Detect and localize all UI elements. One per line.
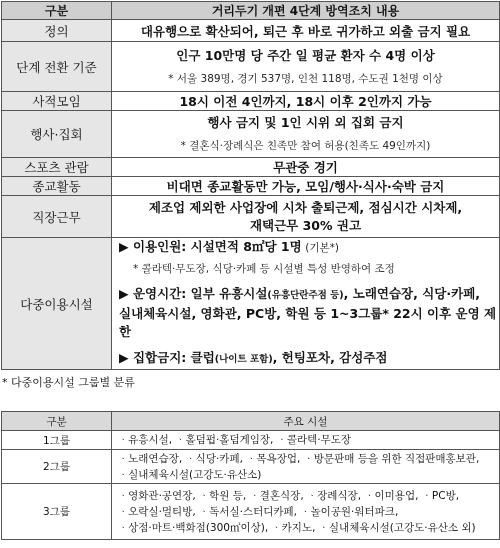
usage-suffix: (기본*) (305, 242, 339, 254)
group-facilities (112, 431, 500, 450)
label-events: 행사·집회 (2, 111, 112, 158)
workplace-line1: 제조업 제외한 사업장에 시차 출퇴근제, 점심시간 시차제, (148, 199, 463, 215)
facility-line: ᆞ유흥시설, ᆞ홀덤펍·홀덤게임장, ᆞ콜라텍·무도장 (118, 434, 352, 446)
facility-line: ᆞ오락실·멀티방, ᆞ독서실·스터디카페, ᆞ놀이공원·워터파크, (118, 505, 399, 518)
group-caption: * 다중이용시설 그룹별 분류 (2, 376, 135, 389)
events-main: 행사 금지 및 1인 시위 외 집회 금지 (207, 115, 404, 130)
row-criteria (2, 42, 500, 92)
criteria-main: 인구 10만명 당 주간 일 평균 환자 수 4명 이상 (176, 47, 435, 63)
group-facilities (112, 450, 500, 484)
row-private-gathering (2, 92, 500, 111)
workplace-line2: 재택근무 30% 권고 (249, 217, 362, 233)
content-sports: 무관중 경기 (112, 158, 500, 177)
content-private-gathering: 18시 이전 4인까지, 18시 이후 2인까지 가능 (112, 92, 500, 111)
usage-line (119, 238, 499, 257)
hours-rest: , 노래연습장, 식당·카페, (343, 286, 481, 301)
ban-sub: (나이트 포함) (214, 354, 273, 365)
hours-line1 (119, 285, 499, 305)
row-multiuse (2, 238, 500, 370)
content-criteria (112, 42, 500, 92)
content-definition: 대유행으로 확산되어, 퇴근 후 바로 귀가하고 외출 금지 필요 (112, 20, 500, 42)
table2-header-row (2, 412, 500, 431)
group-name: 1그룹 (2, 431, 112, 450)
label-religion: 종교활동 (2, 177, 112, 196)
table2-header-facilities: 주요 시설 (112, 412, 500, 431)
header-category: 구분 (2, 2, 112, 20)
content-multiuse (112, 238, 500, 370)
group-name: 3그룹 (2, 484, 112, 540)
label-criteria: 단계 전환 기준 (2, 42, 112, 92)
label-multiuse: 다중이용시설 (2, 238, 112, 370)
hours-title: ▶ 운영시간: 일부 유흥시설 (119, 286, 268, 301)
content-events (112, 111, 500, 158)
hours-line2: 실내체육시설, 영화관, PC방, 학원 등 1~3그룹* 22시 이후 운영 제한 (119, 306, 497, 339)
label-sports: 스포츠 관람 (2, 158, 112, 177)
facility-line: ᆞ실내체육시설(고강도·유산소) (118, 468, 262, 481)
row-workplace (2, 196, 500, 238)
header-content: 거리두기 개편 4단계 방역조치 내용 (112, 2, 500, 20)
table-row (2, 450, 500, 484)
group-facilities (112, 484, 500, 540)
hours-sub: (유흥단란주점 등) (267, 290, 344, 301)
usage-note: * 콜라텍·무도장, 식당·카페 등 시설별 특성 반영하여 조정 (133, 263, 395, 275)
ban-rest: , 헌팅포차, 감성주점 (272, 350, 388, 365)
table-row (2, 484, 500, 540)
label-workplace: 직장근무 (2, 196, 112, 238)
row-events (2, 111, 500, 158)
table2-header-group: 구분 (2, 412, 112, 431)
ban-title: ▶ 집합금지: 클럽 (119, 350, 215, 365)
row-sports (2, 158, 500, 177)
events-note: * 결혼식·장례식은 친족만 참여 허용(친족도 49인까지) (180, 140, 431, 152)
table-row (2, 431, 500, 450)
label-private-gathering: 사적모임 (2, 92, 112, 111)
label-definition: 정의 (2, 20, 112, 42)
facility-line: ᆞ상점·마트·백화점(300㎡이상), ᆞ카지노, ᆞ실내체육시설(고강도·유산소 외) (118, 521, 476, 534)
content-religion: 비대면 종교활동만 가능, 모임/행사·식사·숙박 금지 (112, 177, 500, 196)
facility-line: ᆞ영화관·공연장, ᆞ학원 등, ᆞ결혼식장, ᆞ장례식장, ᆞ이미용업, ᆞPC방, (118, 489, 460, 502)
content-workplace (112, 196, 500, 238)
criteria-note: * 서울 389명, 경기 537명, 인천 118명, 수도권 1천명 이상 (168, 72, 443, 85)
facility-line: ᆞ노래연습장, ᆞ식당·카페, ᆞ목욕장업, ᆞ방문판매 등을 위한 직접판매홍보관, (118, 452, 480, 465)
table-header-row (2, 2, 500, 20)
ban-line (119, 349, 499, 369)
usage-title: ▶ 이용인원: 시설면적 8㎡당 1명 (119, 239, 302, 254)
distancing-level4-table (1, 1, 500, 370)
row-definition (2, 20, 500, 42)
row-religion (2, 177, 500, 196)
facility-group-table (1, 411, 500, 540)
group-name: 2그룹 (2, 450, 112, 484)
